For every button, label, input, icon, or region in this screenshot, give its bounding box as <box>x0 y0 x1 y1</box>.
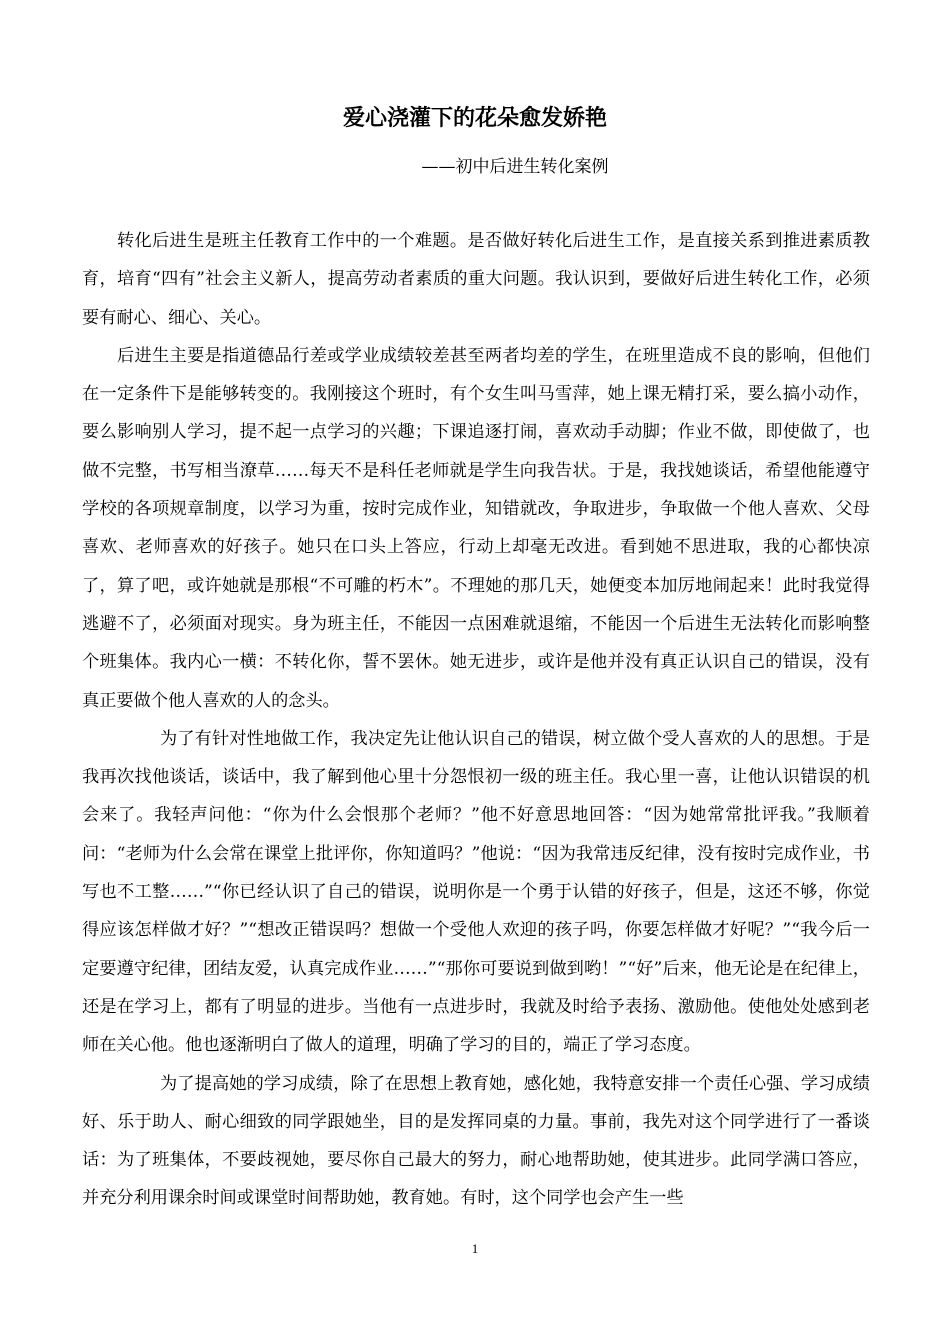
page-number: 1 <box>471 1241 479 1256</box>
paragraph: 后进生主要是指道德品行差或学业成绩较差甚至两者均差的学生，在班里造成不良的影响，但他们在一定条件下是能够转变的。我刚接这个班时，有个女生叫马雪萍，她上课无精打采，要么搞小动作，要么影响别人学习，提不起一点学习的兴趣；下课追逐打闹，喜欢动手动脚；作业不做，即使做了，也做不完整，书写相当潦草……每天不是科任老师就是学生向我告状。于是，我找她谈话，希望他能遵守学校的各项规章制度，以学习为重，按时完成作业，知错就改，争取进步，争取做一个他人喜欢、父母喜欢、老师喜欢的好孩子。她只在口头上答应，行动上却毫无改进。看到她不思进取，我的心都快凉了，算了吧，或许她就是那根“不可雕的朽木”。不理她的那几天，她便变本加厉地闹起来！此时我觉得逃避不了，必须面对现实。身为班主任，不能因一点困难就退缩，不能因一个后进生无法转化而影响整个班集体。我内心一横：不转化你，誓不罢休。她无进步，或许是他并没有真正认识自己的错误，没有真正要做个他人喜欢的人的念头。 <box>82 345 870 711</box>
document-title: 爱心浇灌下的花朵愈发娇艳 <box>342 106 607 131</box>
paragraph: 转化后进生是班主任教育工作中的一个难题。是否做好转化后进生工作，是直接关系到推进素质教育，培育“四有”社会主义新人，提高劳动者素质的重大问题。我认识到，要做好后进生转化工作，必须要有耐心、细心、关心。 <box>82 231 870 328</box>
document-body <box>82 222 870 1218</box>
document-subtitle: ——初中后进生转化案例 <box>421 157 609 177</box>
paragraph: 为了提高她的学习成绩，除了在思想上教育她，感化她，我特意安排一个责任心强、学习成绩好、乐于助人、耐心细致的同学跟她坐，目的是发挥同桌的力量。事前，我先对这个同学进行了一番谈话：为了班集体，不要歧视她，要尽你自己最大的努力，耐心地帮助她，使其进步。此同学满口答应，并充分利用课余时间或课堂时间帮助她，教育她。有时，这个同学也会产生一些 <box>82 1073 870 1209</box>
paragraph: 为了有针对性地做工作，我决定先让他认识自己的错误，树立做个受人喜欢的人的思想。于是我再次找他谈话，谈话中，我了解到他心里十分怨恨初一级的班主任。我心里一喜，让他认识错误的机会来了。我轻声问他：“你为什么会恨那个老师？”他不好意思地回答：“因为她常常批评我。”我顺着问：“老师为什么会常在课堂上批评你，你知道吗？”他说：“因为我常违反纪律，没有按时完成作业，书写也不工整……”“你已经认识了自己的错误，说明你是一个勇于认错的好孩子，但是，这还不够，你觉得应该怎样做才好？”“想改正错误吗？想做一个受他人欢迎的孩子吗，你要怎样做才好呢？”“我今后一定要遵守纪律，团结友爱，认真完成作业……”“那你可要说到做到哟！”“好”后来，他无论是在纪律上，还是在学习上，都有了明显的进步。当他有一点进步时，我就及时给予表扬、激励他。使他处处感到老师在关心他。他也逐渐明白了做人的道理，明确了学习的目的，端正了学习态度。 <box>82 728 870 1056</box>
